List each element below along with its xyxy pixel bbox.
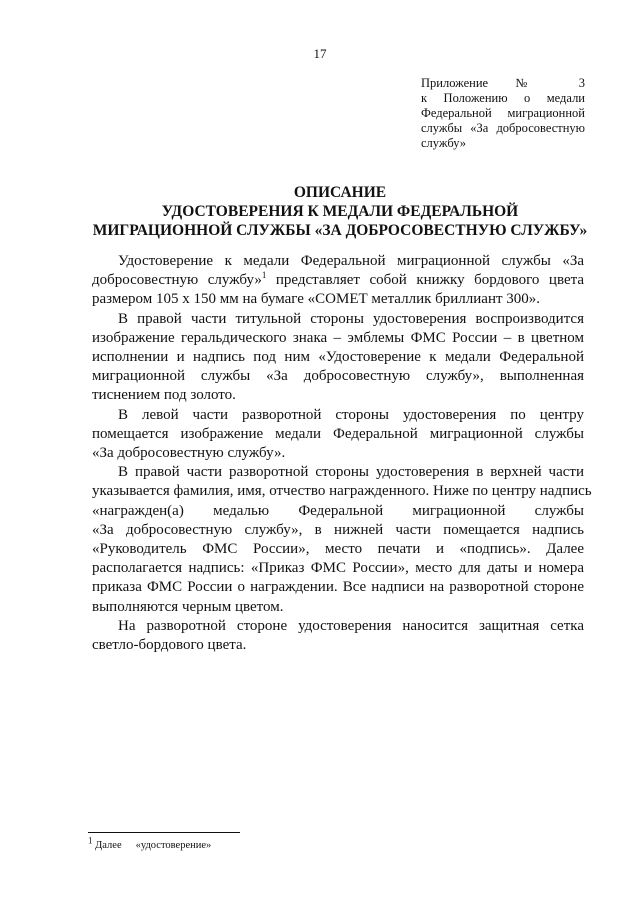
body-line: «За добросовестную службу». xyxy=(92,445,286,462)
body-line: располагается надпись: «Приказ ФМС России», место для даты и номера xyxy=(92,560,584,577)
body-line: В правой части разворотной стороны удостоверения в верхней части xyxy=(118,464,584,481)
body-line: указывается фамилия, имя, отчество награжденного. Ниже по центру надпись xyxy=(92,483,592,500)
body-line: помещается изображение медали Федеральной миграционной службы xyxy=(92,425,584,442)
appendix-line: службу» xyxy=(421,136,467,150)
document-title xyxy=(80,183,600,240)
body-line: изображение геральдического знака – эмблемы ФМС России – в цветном xyxy=(92,329,584,346)
document-body xyxy=(92,252,592,655)
footnote-divider xyxy=(88,832,240,833)
footnote-text: «удостоверение» xyxy=(135,840,212,851)
body-line: приказа ФМС России о награждении. Все надписи на разворотной стороне xyxy=(92,579,584,596)
body-line xyxy=(92,271,584,290)
page-number: 17 xyxy=(313,46,327,61)
footnote-text: Далее xyxy=(95,840,122,851)
body-line: Удостоверение к медали Федеральной миграционной службы «За xyxy=(118,253,584,269)
appendix-line: Федеральной миграционной xyxy=(421,106,585,120)
footnote-reference: 1 xyxy=(261,270,267,281)
body-line: В левой части разворотной стороны удостоверения по центру xyxy=(118,406,584,423)
body-line: выполняются черным цветом. xyxy=(92,598,284,615)
title-line: УДОСТОВЕРЕНИЯ К МЕДАЛИ ФЕДЕРАЛЬНОЙ xyxy=(161,203,519,220)
body-line: исполнении и надпись под ним «Удостоверение к медали Федеральной xyxy=(92,349,584,366)
body-line: светло-бордового цвета. xyxy=(92,637,247,654)
footnote-mark: 1 xyxy=(88,835,93,846)
appendix-line: к Положению о медали xyxy=(421,91,585,105)
body-line: «Руководитель ФМС России», место печати и «подпись». Далее xyxy=(92,541,584,558)
footnote xyxy=(88,835,212,851)
appendix-line: Приложение № 3 xyxy=(421,76,585,90)
body-line: «награжден(а) медалью Федеральной миграционной службы xyxy=(92,502,584,519)
appendix-line: службы «За добросовестную xyxy=(421,121,585,135)
body-line: размером 105 х 150 мм на бумаге «СОМЕТ металлик бриллиант 300». xyxy=(92,291,541,308)
body-line: На разворотной стороне удостоверения наносится защитная сетка xyxy=(118,617,584,634)
body-line: «За добросовестную службу», в нижней части помещается надпись xyxy=(92,521,584,538)
body-text-span: представляет собой книжку бордового цвета xyxy=(266,272,585,289)
body-text-span: добросовестную службу» xyxy=(92,272,262,289)
title-line: МИГРАЦИОННОЙ СЛУЖБЫ «ЗА ДОБРОСОВЕСТНУЮ СЛУЖБУ» xyxy=(92,222,588,239)
title-line: ОПИСАНИЕ xyxy=(293,184,387,201)
body-line: тиснением под золото. xyxy=(92,387,236,404)
body-line: миграционной службы «За добросовестную службу», выполненная xyxy=(92,368,584,385)
body-line: В правой части титульной стороны удостоверения воспроизводится xyxy=(118,310,584,327)
appendix-header xyxy=(421,76,585,151)
